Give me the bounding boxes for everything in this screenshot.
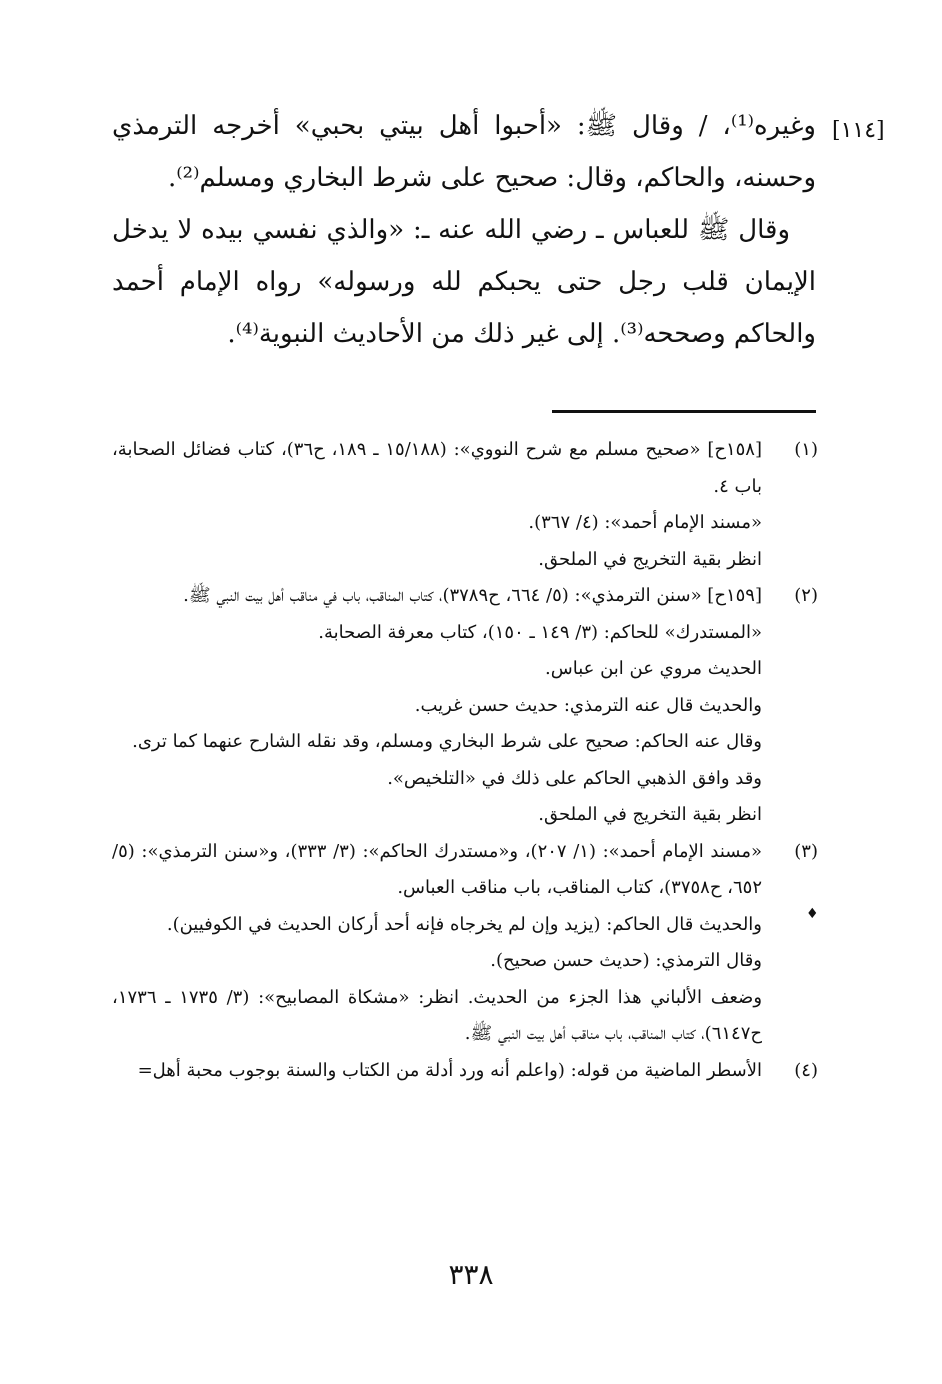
- footnote-line: وضعف الألباني هذا الجزء من الحديث. انظر: «مشكاة المصابيح»: (٣/ ١٧٣٥ ـ ١٧٣٦، ح٦١٤٧)، كتاب المناقب، باب مناقب أهل بيت النبي ﷺ.: [112, 986, 763, 1044]
- footnote-line: انظر بقية التخريج في الملحق.: [538, 548, 762, 570]
- footnote-line: انظر بقية التخريج في الملحق.: [538, 804, 762, 825]
- footnote: [112, 1053, 818, 1090]
- footnote-number: (١): [794, 439, 818, 460]
- ink-mark: ♦: [806, 906, 819, 922]
- footnote: [112, 432, 818, 578]
- main-text: [112, 100, 816, 360]
- footnote-line: وقد وافق الذهبي الحاكم على ذلك في «التلخيص».: [387, 767, 762, 789]
- main-paragraph: وغيره⁽¹⁾، / وقال ﷺ: «أحبوا أهل بيتي بحبي» أخرجه الترمذي وحسنه، والحاكم، وقال: صحيح على شرط البخاري ومسلم⁽²⁾.: [112, 111, 816, 193]
- footnote-line: وقال الترمذي: (حديث حسن صحيح).: [490, 950, 762, 971]
- margin-reference: [١١٤]: [832, 118, 885, 143]
- footnote-line: «مسند الإمام أحمد»: (٤/ ٣٦٧).: [528, 512, 762, 533]
- footnote-line: «مسند الإمام أحمد»: (١/ ٢٠٧)، و«مستدرك الحاكم»: (٣/ ٣٣٣)، و«سنن الترمذي»: (٥/ ٦٥٢، ح٣٧٥٨)، كتاب المناقب، باب مناقب العباس.: [112, 840, 762, 898]
- footnotes: [112, 432, 818, 1089]
- footnote-separator: [552, 410, 816, 413]
- footnote-line: [١٥٨ح] «صحيح مسلم مع شرح النووي»: (١٥/١٨٨ ـ ١٨٩، ح٣٦)، كتاب فضائل الصحابة، باب ٤.: [112, 439, 763, 497]
- footnote-line: الحديث مروي عن ابن عباس.: [545, 658, 762, 679]
- footnote-number: (٣): [794, 840, 818, 862]
- footnote-number: (٤): [794, 1059, 818, 1081]
- footnote: [112, 578, 818, 834]
- footnote: [112, 834, 818, 1053]
- footnote-line: وقال عنه الحاكم: صحيح على شرط البخاري ومسلم، وقد نقله الشارح عنهما كما ترى.: [132, 731, 762, 752]
- footnote-line: «المستدرك» للحاكم: (٣/ ١٤٩ ـ ١٥٠)، كتاب معرفة الصحابة.: [318, 621, 762, 643]
- footnote-line: [١٥٩ح] «سنن الترمذي»: (٥/ ٦٦٤، ح٣٧٨٩)، كتاب المناقب، باب في مناقب أهل بيت النبي ﷺ.: [183, 585, 762, 606]
- footnote-line: الأسطر الماضية من قوله: (واعلم أنه ورد أدلة من الكتاب والسنة بوجوب محبة أهل=: [137, 1059, 762, 1081]
- footnote-line: والحديث قال عنه الترمذي: حديث حسن غريب.: [414, 694, 762, 716]
- footnote-line: والحديث قال الحاكم: (يزيد وإن لم يخرجاه فإنه أحد أركان الحديث في الكوفيين).: [166, 913, 762, 935]
- main-paragraph: وقال ﷺ للعباس ـ رضي الله عنه ـ: «والذي نفسي بيده لا يدخل الإيمان قلب رجل حتى يحبكم لله ورسوله» رواه الإمام أحمد والحاكم وصححه⁽³⁾. إلى غير ذلك من الأحاديث النبوية⁽⁴⁾.: [112, 215, 816, 349]
- page-number: ٣٣٨: [448, 1258, 494, 1291]
- footnote-number: (٢): [794, 585, 818, 606]
